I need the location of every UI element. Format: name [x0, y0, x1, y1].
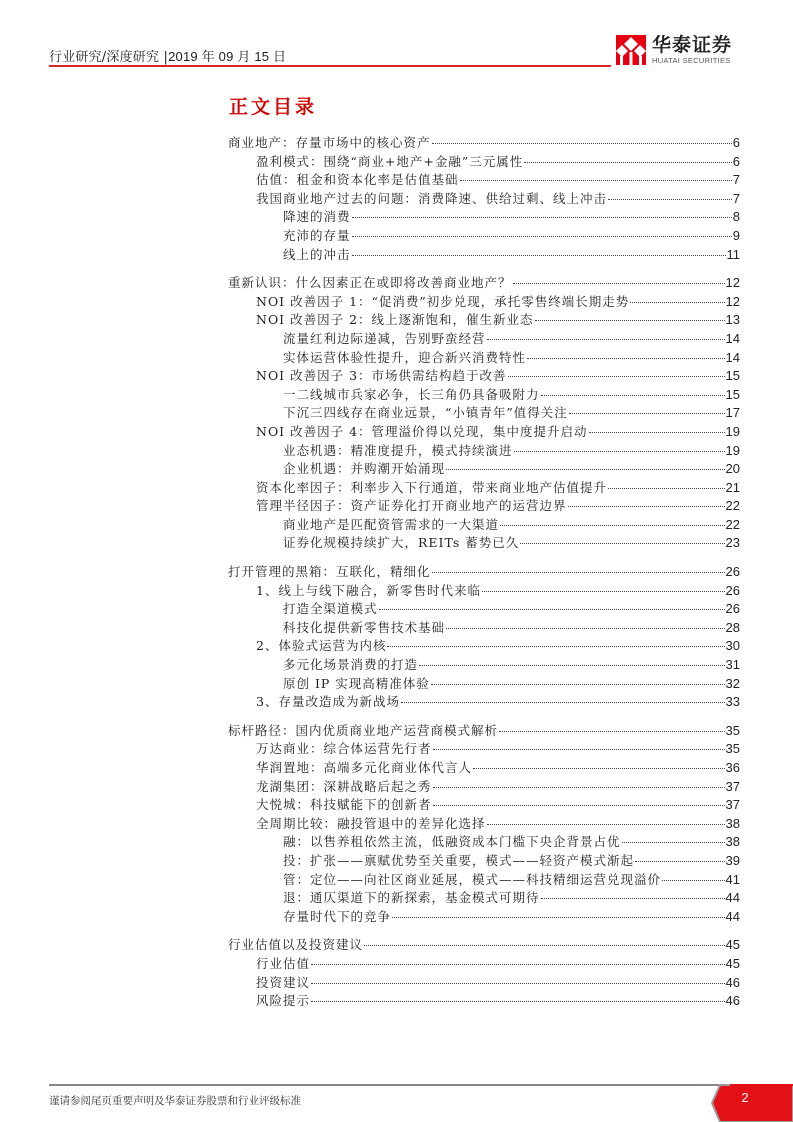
toc-entry-title[interactable]: 万达商业：综合体运营先行者 [256, 741, 432, 757]
toc-entry-title[interactable]: 管理半径因子：资产证券化打开商业地产的运营边界 [256, 498, 567, 514]
toc-dot-leader [635, 861, 725, 862]
toc-dot-leader [589, 432, 725, 433]
toc-dot-leader [311, 983, 725, 984]
toc-entry-page[interactable]: 38 [725, 834, 740, 850]
toc-entry[interactable] [228, 889, 740, 908]
toc-entry-title[interactable]: 多元化场景消费的打造 [283, 657, 419, 673]
toc-entry-title[interactable]: 流量红利边际递减，告别野蛮经营 [283, 330, 486, 346]
toc-section [228, 563, 740, 712]
toc-dot-leader [520, 543, 724, 544]
toc-entry[interactable] [228, 796, 740, 815]
toc-dot-leader [387, 646, 724, 647]
toc-entry-page[interactable]: 11 [726, 246, 740, 262]
toc-dot-leader [499, 731, 725, 732]
toc-entry[interactable] [228, 936, 740, 955]
toc-entry-page[interactable]: 26 [725, 601, 740, 617]
toc-entry-title[interactable]: 商业地产：存量市场中的核心资产 [228, 135, 431, 150]
toc-entry-title[interactable]: 全周期比较：融投管退中的差异化选择 [256, 815, 486, 831]
footer-divider [49, 1084, 719, 1086]
toc-dot-leader [524, 162, 732, 163]
toc-entry-page[interactable]: 9 [732, 227, 740, 243]
toc-entry-page[interactable]: 35 [725, 722, 740, 738]
toc-entry[interactable] [228, 134, 740, 153]
toc-section [228, 274, 740, 553]
report-header [49, 46, 286, 65]
toc-dot-leader [482, 591, 725, 592]
toc-entry-title[interactable]: 证券化规模持续扩大，REITs 蓄势已久 [283, 535, 520, 551]
toc-entry-title[interactable]: 资本化率因子：利率步入下行通道，带来商业地产估值提升 [256, 479, 608, 495]
toc-dot-leader [630, 302, 724, 303]
toc-entry[interactable] [228, 955, 740, 974]
toc-title: 正文目录 [229, 96, 318, 118]
toc-entry[interactable] [228, 563, 740, 582]
toc-dot-leader [460, 180, 732, 181]
toc-entry-title[interactable]: 实体运营体验性提升，迎合新兴消费特性 [283, 349, 527, 365]
toc-entry-title[interactable]: 打造全渠道模式 [283, 601, 378, 617]
toc-entry-page[interactable]: 33 [725, 694, 740, 710]
toc-entry[interactable] [228, 442, 740, 461]
toc-entry-title[interactable]: 下沉三四线存在商业远景，“小镇青年”值得关注 [283, 405, 568, 421]
toc-dot-leader [311, 1001, 725, 1002]
toc-dot-leader [379, 609, 725, 610]
toc-dot-leader [432, 572, 725, 573]
toc-dot-leader [352, 217, 732, 218]
toc-entry[interactable] [228, 227, 740, 246]
toc-entry-page[interactable]: 45 [725, 955, 740, 971]
toc-entry-page[interactable]: 31 [725, 657, 740, 673]
toc-entry[interactable] [228, 246, 740, 265]
report-date: 2019 年 09 月 15 日 [168, 49, 287, 64]
toc-entry-title[interactable]: NOI 改善因子 2：线上逐渐饱和，催生新业态 [256, 312, 534, 328]
toc-entry-page[interactable]: 17 [725, 405, 740, 421]
toc-entry-page[interactable]: 23 [725, 535, 740, 551]
toc-entry[interactable] [228, 479, 740, 498]
toc-entry-title[interactable]: 一二线城市兵家必争，长三角仍具备吸附力 [283, 386, 540, 402]
toc-entry-title[interactable]: 原创 IP 实现高精准体验 [283, 675, 430, 691]
toc-entry-page[interactable]: 14 [725, 330, 740, 346]
toc-dot-leader [514, 451, 725, 452]
toc-dot-leader [500, 525, 725, 526]
toc-section [228, 134, 740, 264]
report-category: 行业研究/深度研究 [49, 50, 160, 65]
toc-dot-leader [541, 898, 725, 899]
page-number: 2 [741, 1090, 749, 1105]
toc-entry-page[interactable]: 12 [725, 293, 740, 309]
toc-entry-title[interactable]: 充沛的存量 [283, 227, 351, 243]
toc-entry-title[interactable]: 管：定位——向社区商业延展，模式——科技精细运营兑现溢价 [283, 871, 662, 887]
toc-entry[interactable] [228, 833, 740, 852]
toc-entry-page[interactable]: 22 [725, 498, 740, 514]
toc-entry-title[interactable]: 行业估值 [256, 955, 311, 971]
toc-entry[interactable] [228, 311, 740, 330]
toc-entry[interactable] [228, 208, 740, 227]
toc-dot-leader [446, 469, 725, 470]
toc-entry[interactable] [228, 153, 740, 172]
toc-dot-leader [419, 665, 725, 666]
toc-entry[interactable] [228, 330, 740, 349]
toc-entry[interactable] [228, 675, 740, 694]
toc-entry-page[interactable]: 46 [725, 993, 740, 1009]
toc-entry-title[interactable]: 大悦城：科技赋能下的创新者 [256, 797, 432, 813]
toc-entry-page[interactable]: 36 [725, 760, 740, 775]
toc-entry[interactable] [228, 534, 740, 553]
toc-entry-title[interactable]: 重新认识：什么因素正在或即将改善商业地产？ [228, 275, 512, 291]
toc-entry[interactable] [228, 693, 740, 712]
toc-dot-leader [473, 768, 725, 769]
toc-entry[interactable] [228, 274, 740, 293]
logo-name-cn: 华泰证券 [652, 33, 733, 56]
toc-entry-title[interactable]: 华润置地：高端多元化商业体代言人 [256, 760, 473, 775]
toc-entry[interactable] [228, 582, 740, 601]
toc-entry[interactable] [228, 852, 740, 871]
toc-dot-leader [487, 339, 725, 340]
toc-entry-title[interactable]: 1、线上与线下融合，新零售时代来临 [256, 582, 481, 598]
toc-dot-leader [433, 805, 725, 806]
toc-entry-title[interactable]: 龙湖集团：深耕战略后起之秀 [256, 778, 432, 794]
toc-entry-page[interactable]: 13 [725, 312, 740, 328]
toc-entry[interactable] [228, 386, 740, 405]
toc-entry-title[interactable]: 企业机遇：并购潮开始涌现 [283, 461, 446, 477]
table-of-contents [228, 134, 740, 1021]
toc-dot-leader [446, 628, 725, 629]
toc-entry-title[interactable]: 科技化提供新零售技术基础 [283, 619, 446, 635]
toc-entry-page[interactable]: 44 [725, 908, 740, 924]
toc-entry[interactable] [228, 759, 740, 778]
toc-entry-title[interactable]: 估值：租金和资本化率是估值基础 [256, 172, 459, 188]
toc-entry-title[interactable]: 3、存量改造成为新战场 [256, 694, 400, 710]
toc-entry-page[interactable]: 38 [725, 815, 740, 831]
toc-section [228, 722, 740, 927]
toc-entry-title[interactable]: 风险提示 [256, 993, 311, 1009]
toc-entry[interactable] [228, 974, 740, 993]
toc-dot-leader [392, 917, 725, 918]
toc-entry[interactable] [228, 908, 740, 927]
toc-dot-leader [352, 255, 726, 256]
toc-entry-page[interactable]: 22 [725, 516, 740, 532]
toc-dot-leader [535, 320, 725, 321]
toc-entry[interactable] [228, 516, 740, 535]
huatai-logo [616, 30, 732, 70]
toc-dot-leader [401, 702, 725, 703]
toc-entry-page[interactable]: 8 [732, 209, 740, 225]
toc-entry[interactable] [228, 171, 740, 190]
toc-dot-leader [432, 143, 732, 144]
toc-entry[interactable] [228, 815, 740, 834]
toc-entry-title[interactable]: 投资建议 [256, 974, 311, 990]
toc-dot-leader [352, 236, 732, 237]
toc-entry-page[interactable]: 12 [725, 275, 740, 291]
toc-dot-leader [311, 964, 725, 965]
toc-entry-title[interactable]: 业态机遇：精准度提升，模式持续演进 [283, 442, 513, 458]
toc-entry-title[interactable]: 行业估值以及投资建议 [228, 937, 364, 953]
toc-entry[interactable] [228, 460, 740, 479]
toc-entry-page[interactable]: 39 [725, 852, 740, 868]
toc-entry-page[interactable]: 28 [725, 619, 740, 635]
toc-entry[interactable] [228, 497, 740, 516]
toc-entry[interactable] [228, 349, 740, 368]
toc-dot-leader [433, 749, 725, 750]
toc-entry-page[interactable]: 37 [725, 797, 740, 813]
toc-entry-page[interactable]: 20 [725, 461, 740, 477]
toc-dot-leader [622, 842, 725, 843]
toc-entry-page[interactable]: 26 [725, 564, 740, 580]
toc-dot-leader [568, 506, 725, 507]
toc-entry[interactable] [228, 619, 740, 638]
toc-entry-page[interactable]: 19 [725, 423, 740, 439]
toc-entry-page[interactable]: 7 [732, 172, 740, 188]
header-separator: | [163, 50, 169, 65]
toc-entry-page[interactable]: 7 [732, 190, 740, 206]
toc-entry-title[interactable]: NOI 改善因子 1：“促消费”初步兑现，承托零售终端长期走势 [256, 293, 630, 309]
toc-entry[interactable] [228, 190, 740, 209]
toc-dot-leader [508, 376, 725, 377]
toc-entry-page[interactable]: 32 [725, 675, 740, 691]
toc-entry-title[interactable]: 投：扩张——禀赋优势至关重要，模式——轻资产模式渐起 [283, 852, 635, 868]
toc-entry-page[interactable]: 6 [732, 153, 740, 169]
toc-dot-leader [431, 684, 725, 685]
toc-dot-leader [608, 199, 732, 200]
toc-entry-title[interactable]: 我国商业地产过去的问题：消费降速、供给过剩、线上冲击 [256, 190, 608, 206]
toc-entry-title[interactable]: 存量时代下的竞争 [283, 908, 392, 924]
toc-entry-page[interactable]: 41 [725, 871, 740, 887]
toc-entry-page[interactable]: 26 [725, 582, 740, 598]
toc-entry-title[interactable]: 商业地产是匹配资管需求的一大渠道 [283, 516, 500, 532]
toc-entry[interactable] [228, 778, 740, 797]
toc-entry-page[interactable]: 6 [732, 135, 740, 150]
toc-dot-leader [513, 283, 725, 284]
toc-entry-title[interactable]: 降速的消费 [283, 209, 351, 225]
toc-entry[interactable] [228, 293, 740, 312]
toc-entry[interactable] [228, 992, 740, 1011]
toc-entry-title[interactable]: 线上的冲击 [283, 246, 351, 262]
header-divider [49, 65, 611, 67]
toc-entry-page[interactable]: 37 [725, 778, 740, 794]
toc-entry[interactable] [228, 656, 740, 675]
toc-entry-page[interactable]: 30 [725, 638, 740, 654]
toc-dot-leader [662, 880, 725, 881]
toc-dot-leader [433, 787, 725, 788]
toc-dot-leader [527, 358, 725, 359]
toc-entry[interactable] [228, 740, 740, 759]
toc-entry-title[interactable]: NOI 改善因子 4：管理溢价得以兑现，集中度提升启动 [256, 423, 588, 439]
toc-entry-title[interactable]: 打开管理的黑箱：互联化，精细化 [228, 564, 431, 580]
toc-entry-title[interactable]: 2、体验式运营为内核 [256, 638, 387, 654]
toc-dot-leader [608, 488, 725, 489]
toc-entry-title[interactable]: NOI 改善因子 3：市场供需结构趋于改善 [256, 368, 507, 384]
toc-dot-leader [487, 824, 725, 825]
toc-dot-leader [364, 945, 725, 946]
toc-entry[interactable] [228, 722, 740, 741]
toc-entry[interactable] [228, 423, 740, 442]
toc-entry-title[interactable]: 退：通仄渠道下的新探索，基金模式可期待 [283, 890, 540, 906]
toc-entry-page[interactable]: 19 [725, 442, 740, 458]
toc-dot-leader [541, 395, 725, 396]
toc-entry-page[interactable]: 35 [725, 741, 740, 757]
toc-dot-leader [569, 413, 725, 414]
toc-section [228, 936, 740, 1010]
toc-entry-title[interactable]: 融：以售养租依然主流，低融资成本门槛下央企背景占优 [283, 834, 621, 850]
toc-entry-title[interactable]: 标杆路径：国内优质商业地产运营商模式解析 [228, 722, 499, 738]
toc-entry[interactable] [228, 404, 740, 423]
toc-entry[interactable] [228, 871, 740, 890]
toc-entry[interactable] [228, 600, 740, 619]
toc-entry-page[interactable]: 46 [725, 974, 740, 990]
logo-name-en: HUATAI SECURITIES [652, 55, 731, 65]
toc-entry-page[interactable]: 21 [725, 479, 740, 495]
toc-entry[interactable] [228, 367, 740, 386]
huatai-logo-icon [616, 35, 646, 65]
toc-entry-page[interactable]: 15 [725, 386, 740, 402]
toc-entry-page[interactable]: 15 [725, 368, 740, 384]
toc-entry-title[interactable]: 盈利模式：围绕“商业+地产+金融”三元属性 [256, 153, 524, 169]
toc-entry[interactable] [228, 637, 740, 656]
toc-entry-page[interactable]: 44 [725, 890, 740, 906]
toc-entry-page[interactable]: 45 [725, 937, 740, 953]
footer-disclaimer: 谨请参阅尾页重要声明及华泰证券股票和行业评级标准 [49, 1095, 301, 1107]
toc-entry-page[interactable]: 14 [725, 349, 740, 365]
